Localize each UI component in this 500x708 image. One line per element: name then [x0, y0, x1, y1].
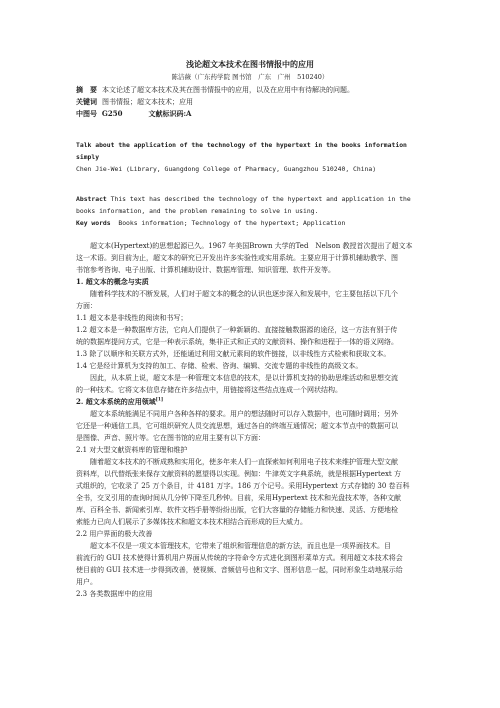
paragraph-line: 超文本系统能满足不同用户各种各样的要求。用户的想法随时可以存入数据中，也可随时调用；另外 — [90, 410, 398, 418]
paragraph-line: 方面： — [76, 302, 97, 310]
list-item: 1.2 超文本是一种数据库方法，它向人们提供了一种新颖的、直接接触数据源的途径，这一方法有别于传 — [76, 326, 398, 334]
en-title-line-1: Talk about the application of the technology of the hypertext in the books information — [76, 141, 407, 149]
paragraph-line: 全书，交叉引用的查询时间从几分钟下降至几秒钟。目前，采用Hypertext 技术和光盘技术等，各种文献 — [76, 494, 401, 502]
list-item: 1.3 除了以顺序和关联方式外，还能通过利用文献元素间的软件链接，以非线性方式检索和获取文本。 — [76, 350, 391, 358]
paragraph-line: 因此，从本质上说，超文本是一种管理文本信息的技术，是以计算机支持的协助思维活动和思想交流 — [90, 374, 398, 382]
classification — [76, 108, 436, 120]
body-text — [76, 240, 436, 600]
classification-code: G250 — [101, 109, 123, 118]
subsection-heading-2-3: 2.3 各类数据库中的应用 — [76, 590, 153, 598]
author-affiliation: 陈洁薇（广东药学院 图书馆 广东 广州 510240） — [171, 73, 329, 81]
en-author: Chen Jie-Wei (Library, Guangdong College of Pharmacy, Guangzhou 510240, China) — [76, 165, 377, 173]
paragraph-line: 资料库，以代替纸张来保存文献资料的愿望得以实现。例如：牛津英文字典系统，就是根据Hypertext 方 — [76, 470, 401, 478]
list-item: 1.4 它是经计算机为支持的加工、存储、检索、咨询、编辑、交流专题的非线性的高级文本。 — [76, 362, 363, 370]
section-heading-2 — [76, 396, 436, 408]
cn-abstract-section — [76, 84, 436, 120]
paragraph-line: 前流行的 GUI 技术使得计算机用户界面从传统的字符命令方式进化到图形菜单方式。利用超文本技术将会 — [76, 554, 403, 562]
en-abstract-section — [76, 193, 436, 229]
subsection-heading-2-1: 2.1 对大型文献资料库的管理和维护 — [76, 446, 188, 454]
classification-label: 中图号 — [76, 109, 97, 118]
intro-line: 书馆参考咨询、电子出版、计算机辅助设计、数据库管理、知识管理、软件开发等。 — [76, 266, 335, 274]
paragraph-line: 随着超文本技术的不断成熟和实用化，使多年来人们一直探索如何利用电子技术来维护管理大型文献 — [90, 458, 398, 466]
en-abstract-line-1 — [76, 193, 436, 205]
en-header-section — [76, 139, 436, 175]
abstract-cn-label: 摘 要 — [76, 85, 97, 94]
section-heading-2-text: 2. 超文本系统的应用领域 — [76, 397, 156, 406]
en-keywords-text: Books information; Technology of the hypertext; Application — [118, 219, 346, 227]
paragraph-line: 是图像、声音、照片等。它在图书馆的应用主要有以下方面： — [76, 434, 265, 442]
paragraph-line: 的一种技术。它将文本信息存储在许多结点中，用链接将这些结点连成一个网状结构。 — [76, 386, 342, 394]
paragraph-line: 使目前的 GUI 技术进一步得到改善，使视频、音频信号也和文字、图形信息一起，同时形象生动地展示给 — [76, 566, 403, 574]
en-abstract-text-1: This text has described the technology of the hypertext and application in the — [110, 195, 411, 203]
section-heading-1: 1. 超文本的概念与实质 — [76, 277, 149, 286]
keywords-cn-label: 关键词 — [76, 97, 97, 106]
doc-code-label: 文献标识码:A — [148, 109, 192, 118]
paragraph-line: 它还是一种通信工具，它可组织研究人员交流思想，通过各自的终端互通情况；超文本节点中的数据可以 — [76, 422, 398, 430]
intro-line: 超文本(Hypertext)的思想起源已久。1967 年美国Brown 大学的Ted Nelson 教授首次提出了超文本 — [90, 242, 413, 250]
list-item: 1.1 超文本是非线性的阅读和书写； — [76, 314, 188, 322]
paragraph-line: 索能力已向人们展示了多媒体技术和超文本技术相结合而形成的巨大威力。 — [76, 518, 307, 526]
paragraph-line: 式组织的，它收录了 25 万个条目，计 4181 万字。186 万个记号。采用Hypertext 方式存储的 30 卷百科 — [76, 482, 410, 490]
keywords-cn-text: 图书情报；超文本技术；应用 — [102, 98, 193, 106]
intro-line: 这一术语。到目前为止，超文本的研究已开发出许多实验性或实用系统。主要应用于计算机辅助教学、图 — [76, 254, 398, 262]
citation-ref: [1] — [155, 397, 164, 403]
en-keywords-label: Key words — [76, 219, 111, 227]
paper-title: 浅论超文本技术在图书情报中的应用 — [186, 59, 314, 69]
paragraph-line: 超文本不仅是一项文本管理技术，它带来了组织和管理信息的新方法，而且也是一项界面技术。目 — [90, 542, 391, 550]
subsection-heading-2-2: 2.2 用户界面的极大改善 — [76, 530, 153, 538]
list-item: 统的数据库提问方式，它是一种表示系统，集非正式和正式的文献资料、操作和进程于一体的语义网络。 — [76, 338, 398, 346]
paragraph-line: 用户。 — [76, 578, 97, 586]
abstract-cn — [76, 84, 436, 96]
en-title-line-2: simply — [76, 153, 100, 161]
en-keywords — [76, 217, 436, 229]
keywords-cn — [76, 96, 436, 108]
en-abstract-label: Abstract — [76, 195, 107, 203]
paragraph-line: 库、百科全书、新闻索引库、软件文档手册等纷纷出版，它们大容量的存储能力和快速、灵活、方便地检 — [76, 506, 398, 514]
en-abstract-line-2: books information, and the problem remaining to solve in using. — [76, 207, 319, 215]
paragraph-line: 随着科学技术的不断发展，人们对于超文本的概念的认识也逐步深入和发展中，它主要包括以下几个 — [90, 290, 398, 298]
abstract-cn-text: 本文论述了超文本技术及其在图书情报中的应用，以及在应用中有待解决的问题。 — [102, 86, 354, 94]
